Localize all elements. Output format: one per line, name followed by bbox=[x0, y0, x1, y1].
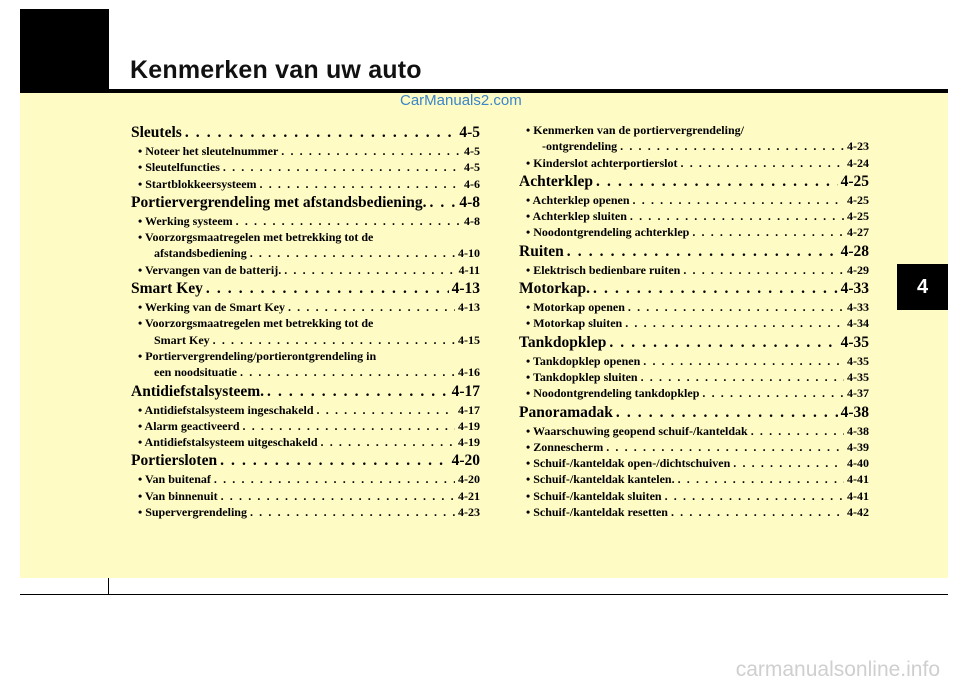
toc-entry-label: • Noteer het sleutelnummer bbox=[138, 144, 279, 158]
toc-page-number: 4-8 bbox=[464, 213, 480, 228]
dot-leader bbox=[221, 488, 455, 504]
toc-entry-label: • Alarm geactiveerd bbox=[138, 418, 240, 433]
toc-item-entry[interactable] bbox=[131, 176, 480, 192]
toc-page-number: 4-35 bbox=[847, 369, 869, 384]
toc-entry-label: Portiersloten bbox=[131, 452, 218, 470]
toc-page-number: 4-24 bbox=[847, 155, 869, 170]
toc-entry-label: • Schuif-/kanteldak kantelen. bbox=[526, 472, 675, 487]
toc-item-entry[interactable] bbox=[131, 262, 480, 278]
toc-item-entry-continued[interactable] bbox=[519, 138, 869, 154]
toc-entry-label: • Waarschuwing geopend schuif-/kanteldak bbox=[526, 423, 748, 438]
toc-column-left bbox=[131, 122, 480, 520]
toc-entry-label: • Achterklep sluiten bbox=[526, 209, 627, 224]
toc-entry-label: • Werking systeem bbox=[138, 213, 233, 228]
toc-page-number: 4-39 bbox=[847, 439, 869, 454]
toc-entry-label: Ruiten bbox=[519, 242, 564, 260]
toc-section-entry[interactable] bbox=[131, 450, 480, 471]
toc-section-entry[interactable] bbox=[519, 241, 869, 262]
toc-section-entry[interactable] bbox=[131, 122, 480, 143]
chapter-tab[interactable]: 4 bbox=[897, 264, 948, 310]
toc-section-entry[interactable] bbox=[131, 381, 480, 402]
toc-entry-label: • Schuif-/kanteldak resetten bbox=[526, 505, 668, 520]
toc-entry-label: • Elektrisch bedienbare ruiten bbox=[526, 262, 681, 277]
toc-page-number: 4-40 bbox=[847, 456, 869, 471]
dot-leader bbox=[620, 138, 844, 154]
toc-entry-label: • Schuif-/kanteldak sluiten bbox=[526, 488, 662, 503]
dot-leader bbox=[606, 439, 844, 455]
dot-leader bbox=[240, 364, 455, 380]
dot-leader bbox=[321, 434, 455, 450]
toc-page-number: 4-41 bbox=[847, 488, 869, 503]
watermark-top[interactable]: CarManuals2.com bbox=[400, 92, 522, 109]
toc-page-number: 4-25 bbox=[840, 172, 869, 190]
toc-entry-label: • Noodontgrendeling achterklep bbox=[526, 225, 690, 240]
toc-page-number: 4-6 bbox=[464, 176, 480, 191]
toc-page-number: 4-35 bbox=[840, 333, 869, 351]
toc-entry-label: Motorkap. bbox=[519, 280, 591, 298]
dot-leader bbox=[185, 122, 457, 143]
toc-page-number: 4-11 bbox=[458, 262, 480, 277]
toc-entry-label: • Supervergrendeling bbox=[138, 505, 247, 520]
toc-entry-label: • Portiervergrendeling/portierontgrendeling in bbox=[138, 348, 377, 363]
toc-page-number: 4-8 bbox=[459, 193, 480, 211]
toc-item-entry[interactable] bbox=[519, 369, 869, 385]
dot-leader bbox=[214, 471, 455, 487]
toc-entry-label: afstandsbediening bbox=[154, 246, 247, 261]
toc-entry-label: • Antidiefstalsysteem uitgeschakeld bbox=[138, 435, 318, 450]
dot-leader bbox=[317, 402, 455, 418]
dot-leader bbox=[702, 385, 844, 401]
toc-entry-label: • Sleutelfuncties bbox=[138, 160, 220, 175]
toc-page-number: 4-13 bbox=[451, 280, 480, 298]
dot-leader bbox=[641, 369, 844, 385]
toc-entry-label: • Tankdopklep sluiten bbox=[526, 369, 638, 384]
dot-leader bbox=[223, 159, 461, 175]
toc-entry-label: • Achterklep openen bbox=[526, 192, 630, 207]
dot-leader bbox=[250, 504, 455, 520]
toc-entry-label: Smart Key bbox=[154, 332, 210, 347]
dot-leader bbox=[633, 192, 844, 208]
toc-section-entry[interactable] bbox=[519, 332, 869, 353]
toc-entry-label: • Tankdopklep openen bbox=[526, 353, 641, 368]
dot-leader bbox=[671, 504, 844, 520]
dot-leader bbox=[206, 278, 449, 299]
toc-page-number: 4-21 bbox=[458, 488, 480, 503]
dot-leader bbox=[281, 143, 461, 159]
toc-entry-label: • Motorkap sluiten bbox=[526, 316, 623, 331]
toc-entry-label: • Vervangen van de batterij. bbox=[138, 262, 282, 277]
toc-entry-label: • Van binnenuit bbox=[138, 488, 218, 503]
toc-section-entry[interactable] bbox=[519, 278, 869, 299]
toc-page-number: 4-28 bbox=[840, 242, 869, 260]
toc-entry-label: • Schuif-/kanteldak open-/dichtschuiven bbox=[526, 456, 731, 471]
toc-item-entry-continued[interactable] bbox=[131, 364, 480, 380]
toc-item-entry[interactable] bbox=[519, 315, 869, 331]
dot-leader bbox=[596, 171, 838, 192]
dot-leader bbox=[630, 208, 844, 224]
toc-section-entry[interactable] bbox=[131, 192, 480, 213]
toc-page-number: 4-16 bbox=[458, 365, 480, 380]
toc-item-entry[interactable] bbox=[131, 159, 480, 175]
toc-page-number: 4-33 bbox=[847, 300, 869, 315]
dot-leader bbox=[643, 353, 844, 369]
toc-column-right bbox=[519, 122, 869, 520]
toc-entry-label: -ontgrendeling bbox=[542, 139, 618, 154]
dot-leader bbox=[260, 176, 461, 192]
toc-page-number: 4-27 bbox=[847, 225, 869, 240]
toc-entry-label: • Voorzorgsmaatregelen met betrekking tot de bbox=[138, 316, 374, 331]
toc-item-entry-continued[interactable] bbox=[131, 332, 480, 348]
toc-entry-label: Panoramadak bbox=[519, 403, 613, 421]
toc-page-number: 4-19 bbox=[458, 418, 480, 433]
toc-page-number: 4-38 bbox=[840, 403, 869, 421]
toc-entry-label: • Zonnescherm bbox=[526, 439, 604, 454]
dot-leader bbox=[683, 262, 844, 278]
toc-entry-label: Achterklep bbox=[519, 172, 594, 190]
dot-leader bbox=[681, 155, 845, 171]
toc-page-number: 4-15 bbox=[458, 332, 480, 347]
toc-item-entry[interactable] bbox=[519, 423, 869, 439]
toc-page-number: 4-5 bbox=[464, 144, 480, 158]
toc-entry-label: een noodsituatie bbox=[154, 365, 238, 380]
toc-entry-label: Sleutels bbox=[131, 124, 182, 141]
dot-leader bbox=[593, 278, 838, 299]
toc-item-entry[interactable] bbox=[519, 504, 869, 520]
toc-entry-label: • Antidiefstalsysteem ingeschakeld bbox=[138, 402, 314, 417]
toc-item-entry-continued[interactable] bbox=[131, 245, 480, 261]
toc-item-entry[interactable] bbox=[131, 434, 480, 450]
toc-item-entry[interactable] bbox=[519, 439, 869, 455]
toc-item-entry[interactable] bbox=[131, 229, 480, 245]
toc-entry-label: • Werking van de Smart Key bbox=[138, 300, 285, 315]
toc-entry-label: • Kinderslot achterportierslot bbox=[526, 155, 678, 170]
dot-leader bbox=[616, 402, 838, 423]
toc-item-entry[interactable] bbox=[131, 143, 480, 159]
toc-item-entry[interactable] bbox=[519, 471, 869, 487]
dot-leader bbox=[288, 299, 455, 315]
dot-leader bbox=[733, 455, 844, 471]
toc-item-entry[interactable] bbox=[131, 418, 480, 434]
toc-item-entry[interactable] bbox=[519, 155, 869, 171]
toc-item-entry[interactable] bbox=[519, 353, 869, 369]
toc-page-number: 4-41 bbox=[847, 472, 869, 487]
toc-entry-label: Smart Key bbox=[131, 280, 203, 298]
dot-leader bbox=[213, 332, 455, 348]
dot-leader bbox=[429, 192, 456, 213]
toc-entry-label: Portiervergrendeling met afstandsbediening. bbox=[131, 193, 427, 211]
toc-item-entry[interactable] bbox=[519, 192, 869, 208]
toc-section-entry[interactable] bbox=[519, 402, 869, 423]
dot-leader bbox=[625, 315, 844, 331]
toc-page-number: 4-23 bbox=[458, 505, 480, 520]
toc-page-number: 4-25 bbox=[847, 192, 869, 207]
toc-item-entry[interactable] bbox=[131, 299, 480, 315]
dot-leader bbox=[267, 381, 449, 402]
dot-leader bbox=[236, 213, 461, 229]
page-title: Kenmerken van uw auto bbox=[130, 56, 422, 84]
toc-page-number: 4-13 bbox=[458, 300, 480, 315]
toc-page-number: 4-17 bbox=[458, 402, 480, 417]
dot-leader bbox=[692, 224, 844, 240]
toc-item-entry[interactable] bbox=[131, 213, 480, 229]
toc-entry-label: • Van buitenaf bbox=[138, 472, 211, 487]
dot-leader bbox=[220, 450, 449, 471]
corner-black-block bbox=[20, 9, 109, 93]
toc-item-entry[interactable] bbox=[131, 315, 480, 331]
toc-item-entry[interactable] bbox=[131, 402, 480, 418]
toc-page-number: 4-37 bbox=[847, 386, 869, 401]
toc-entry-label: Antidiefstalsysteem. bbox=[131, 382, 265, 400]
toc-item-entry[interactable] bbox=[131, 471, 480, 487]
toc-page-number: 4-25 bbox=[847, 209, 869, 224]
toc-item-entry[interactable] bbox=[519, 299, 869, 315]
dot-leader bbox=[665, 488, 844, 504]
toc-entry-label: • Startblokkeersysteem bbox=[138, 176, 257, 191]
toc-page-number: 4-19 bbox=[458, 435, 480, 450]
toc-page-number: 4-17 bbox=[451, 382, 480, 400]
toc-item-entry[interactable] bbox=[131, 504, 480, 520]
toc-section-entry[interactable] bbox=[131, 278, 480, 299]
dot-leader bbox=[250, 245, 455, 261]
toc-item-entry[interactable] bbox=[519, 455, 869, 471]
toc-entry-label: • Kenmerken van de portiervergrendeling/ bbox=[526, 123, 744, 137]
toc-entry-label: Tankdopklep bbox=[519, 333, 607, 351]
dot-leader bbox=[609, 332, 837, 353]
toc-item-entry[interactable] bbox=[131, 488, 480, 504]
toc-item-entry[interactable] bbox=[131, 348, 480, 364]
dot-leader bbox=[243, 418, 456, 434]
toc-page-number: 4-42 bbox=[847, 505, 869, 520]
dot-leader bbox=[284, 262, 455, 278]
toc-page-number: 4-38 bbox=[847, 423, 869, 438]
toc-item-entry[interactable] bbox=[519, 122, 869, 138]
toc-item-entry[interactable] bbox=[519, 224, 869, 240]
toc-page-number: 4-33 bbox=[840, 280, 869, 298]
toc-entry-label: • Noodontgrendeling tankdopklep bbox=[526, 386, 700, 401]
toc-entry-label: • Voorzorgsmaatregelen met betrekking tot de bbox=[138, 230, 374, 245]
toc-page-number: 4-20 bbox=[451, 452, 480, 470]
dot-leader bbox=[567, 241, 838, 262]
toc-item-entry[interactable] bbox=[519, 488, 869, 504]
toc-page-number: 4-10 bbox=[458, 246, 480, 261]
dot-leader bbox=[751, 423, 844, 439]
toc-page-number: 4-5 bbox=[459, 124, 480, 141]
toc-item-entry[interactable] bbox=[519, 385, 869, 401]
toc-page-number: 4-5 bbox=[464, 160, 480, 175]
toc-page-number: 4-29 bbox=[847, 262, 869, 277]
toc-page-number: 4-34 bbox=[847, 316, 869, 331]
toc-item-entry[interactable] bbox=[519, 208, 869, 224]
dot-leader bbox=[628, 299, 844, 315]
watermark-bottom[interactable]: carmanualsonline.info bbox=[735, 658, 940, 681]
toc-entry-label: • Motorkap openen bbox=[526, 300, 625, 315]
toc-page-number: 4-35 bbox=[847, 353, 869, 368]
bottom-rule bbox=[20, 594, 948, 595]
toc-page-number: 4-23 bbox=[847, 139, 869, 154]
dot-leader bbox=[678, 471, 844, 487]
toc-page-number: 4-20 bbox=[458, 472, 480, 487]
toc-item-entry[interactable] bbox=[519, 262, 869, 278]
toc-section-entry[interactable] bbox=[519, 171, 869, 192]
